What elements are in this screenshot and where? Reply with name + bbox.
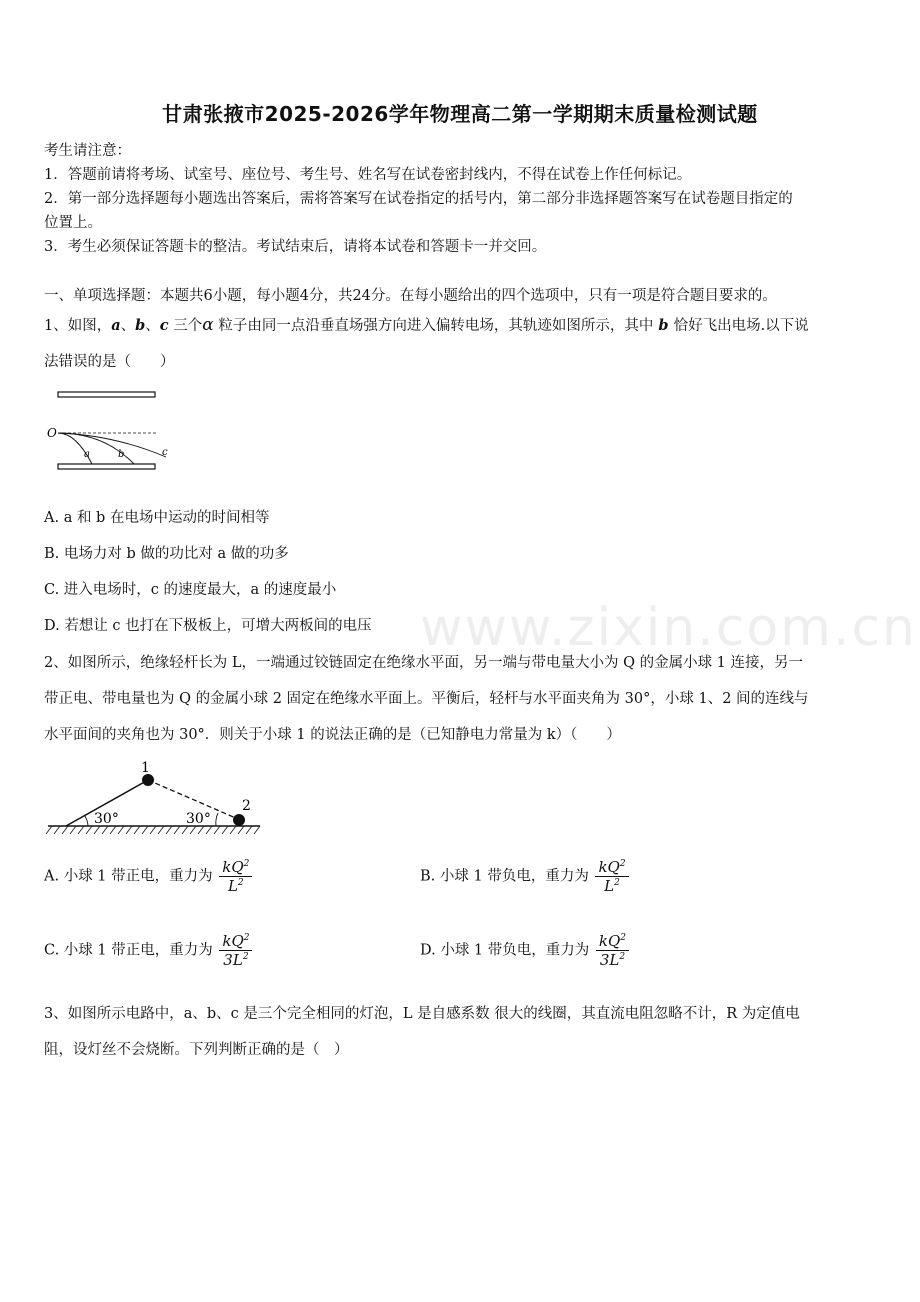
notice-heading: 考生请注意：	[44, 143, 131, 159]
fig-ball-2-label: 2	[242, 798, 251, 814]
q1-stem-line1	[44, 314, 809, 335]
formula-denominator: 3L	[599, 951, 620, 969]
q1-sep: 、	[145, 318, 160, 334]
q1-var-b: b	[653, 317, 674, 334]
section-heading: 一、单项选择题：本题共6小题，每小题4分，共24分。在每小题给出的四个选项中，只有一项是符合题目要求的。	[44, 288, 777, 304]
q3-stem-line2: 阻，设灯丝不会烧断。下列判断正确的是（ ）	[44, 1042, 349, 1058]
fig-ball-1-label: 1	[141, 760, 150, 776]
formula-numerator: kQ	[222, 932, 244, 950]
notice-item-2: 2．第一部分选择题每小题选出答案后，需将答案写在试卷指定的括号内，第二部分非选择题答案写在试卷题目指定的	[44, 191, 793, 207]
q1-text: 三个	[168, 318, 203, 334]
q1-var-b: b	[135, 317, 146, 334]
q1-text: 粒子由同一点沿垂直场强方向进入偏转电场，其轨迹如图所示，其中	[213, 318, 654, 334]
watermark: www.zixin.com.cn	[420, 598, 917, 658]
notice-item-3: 3．考生必须保证答题卡的整洁。考试结束后，请将本试卷和答题卡一并交回。	[44, 239, 547, 255]
page-title: 甘肃张掖市2025-2026学年物理高二第一学期期末质量检测试题	[162, 102, 758, 126]
formula-numerator: kQ	[598, 932, 621, 950]
q2-option-b-formula	[595, 858, 628, 895]
q1-option-b: B. 电场力对 b 做的功比对 a 做的功多	[44, 546, 289, 562]
q1-var-a: a	[111, 317, 121, 334]
q2-option-a	[44, 858, 252, 895]
q2-option-c-formula	[219, 932, 252, 969]
notice-item-2-cont: 位置上。	[44, 215, 102, 231]
formula-denominator: 3L	[223, 951, 243, 969]
formula-exponent: 2	[243, 933, 250, 943]
formula-numerator: kQ	[598, 858, 620, 876]
q1-var-c: c	[159, 317, 169, 334]
q2-figure-rod	[44, 758, 264, 838]
q2-option-c	[44, 932, 252, 969]
q1-figure-deflection	[44, 385, 194, 485]
q2-option-b	[420, 858, 629, 895]
formula-exponent: 2	[237, 878, 244, 888]
q2-option-d	[420, 932, 629, 969]
q1-text: 恰好飞出电场.以下说	[673, 318, 809, 334]
formula-denominator: L	[604, 877, 615, 895]
q2-option-b-text: B. 小球 1 带负电，重力为	[420, 868, 589, 885]
formula-exponent: 2	[243, 859, 250, 869]
q2-option-d-formula	[596, 932, 629, 969]
q2-option-a-text: A. 小球 1 带正电，重力为	[44, 868, 213, 885]
formula-exponent: 2	[614, 878, 620, 888]
fig-label-b: b	[118, 449, 125, 460]
q1-option-a: A. a 和 b 在电场中运动的时间相等	[44, 510, 270, 526]
q2-stem-line3: 水平面间的夹角也为 30°．则关于小球 1 的说法正确的是（已知静电力常量为 k）（ ）	[44, 727, 621, 743]
q1-stem-line2: 法错误的是（ ）	[44, 354, 175, 370]
q3-stem-line1: 3、如图所示电路中，a、b、c 是三个完全相同的灯泡，L 是自感系数 很大的线圈，其直流电阻忽略不计，R 为定值电	[44, 1006, 800, 1022]
q2-option-c-text: C. 小球 1 带正电，重力为	[44, 942, 213, 959]
q1-text: 1、如图，	[44, 318, 112, 334]
q1-option-d: D. 若想让 c 也打在下极板上，可增大两板间的电压	[44, 618, 372, 634]
q2-stem-line1: 2、如图所示，绝缘轻杆长为 L，一端通过铰链固定在绝缘水平面，另一端与带电量大小为 Q 的金属小球 1 连接，另一	[44, 655, 804, 671]
formula-exponent: 2	[242, 952, 249, 962]
formula-numerator: kQ	[222, 858, 244, 876]
fig-angle-1-label: 30°	[94, 811, 119, 827]
q1-alpha: α	[202, 315, 214, 335]
q2-option-a-formula	[219, 858, 252, 895]
notice-item-1: 1．答题前请将考场、试室号、座位号、考生号、姓名写在试卷密封线内，不得在试卷上作任何标记。	[44, 167, 692, 183]
formula-exponent: 2	[619, 859, 626, 869]
q2-option-d-text: D. 小球 1 带负电，重力为	[420, 942, 590, 959]
formula-denominator: L	[227, 877, 238, 895]
fig-label-a: a	[84, 449, 90, 460]
q1-sep: 、	[120, 318, 136, 334]
fig-label-O: O	[47, 426, 57, 440]
fig-label-c: c	[162, 447, 168, 458]
q2-stem-line2: 带正电、带电量也为 Q 的金属小球 2 固定在绝缘水平面上。平衡后，轻杆与水平面夹角为 30°，小球 1、2 间的连线与	[44, 691, 809, 707]
fig-angle-2-label: 30°	[186, 811, 211, 827]
q1-option-c: C. 进入电场时，c 的速度最大，a 的速度最小	[44, 582, 337, 598]
formula-exponent: 2	[619, 952, 626, 962]
formula-exponent: 2	[620, 933, 627, 943]
